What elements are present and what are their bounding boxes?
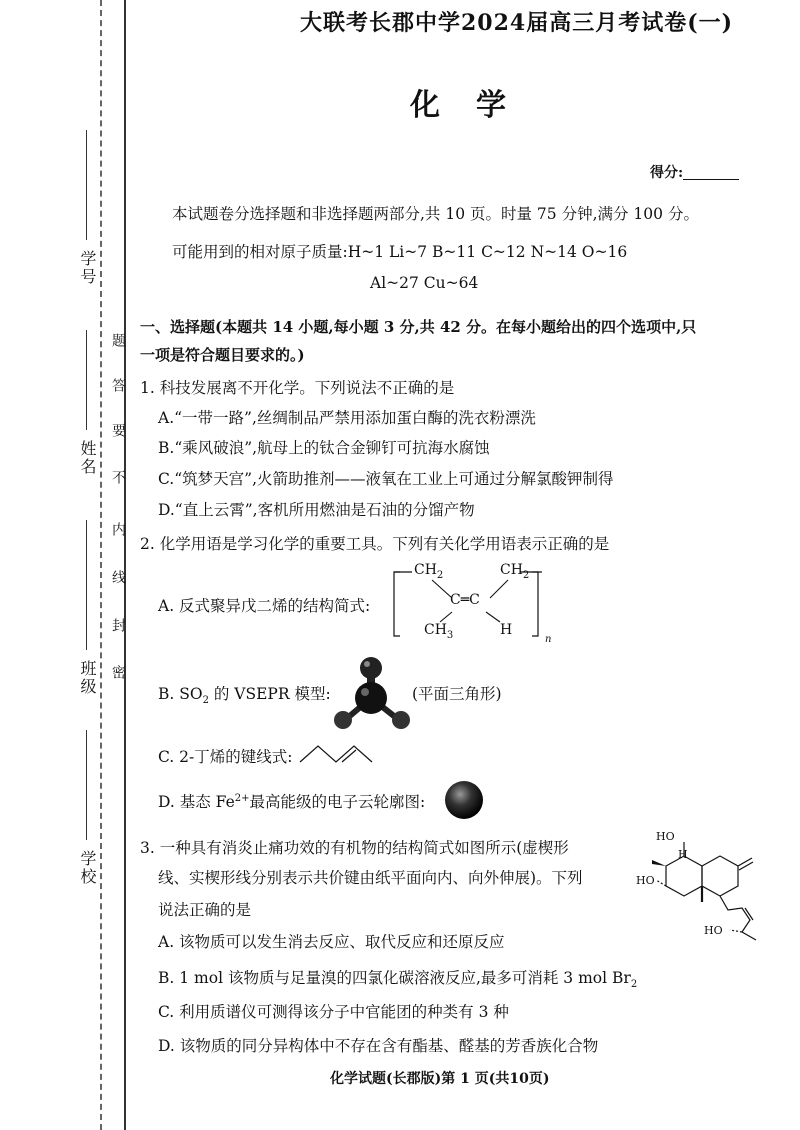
ho-label: HO xyxy=(636,874,655,887)
question-stem: 线、实楔形线分别表示共价键由纸平面向内、向外伸展)。下列 xyxy=(158,869,583,887)
question-stem: 说法正确的是 xyxy=(158,901,252,919)
school-label: 学校 xyxy=(78,850,97,886)
seal-char: 内 xyxy=(110,522,126,536)
question-stem: 2. 化学用语是学习化学的重要工具。下列有关化学用语表示正确的是 xyxy=(140,535,610,553)
option-d: D. 基态 $Fe^{2+}$最高能级的电子云轮廓图: xyxy=(158,792,426,811)
h-label: H xyxy=(500,622,513,638)
class-label: 班级 xyxy=(78,660,97,696)
so2-vsepr-model xyxy=(325,654,415,734)
h-label: H xyxy=(678,848,688,861)
option-a: A.“一带一路”,丝绸制品严禁用添加蛋白酶的洗衣粉漂洗 xyxy=(158,409,536,427)
seal-char: 答 xyxy=(110,378,126,392)
option-c: C.“筑梦天宫”,火箭助推剂——液氧在工业上可通过分解氯酸钾制得 xyxy=(158,470,614,488)
question-stem: 1. 科技发展离不开化学。下列说法不正确的是 xyxy=(140,379,455,397)
score-field[interactable] xyxy=(650,162,739,182)
score-label: 得分: xyxy=(650,165,684,181)
class-fill-line xyxy=(86,520,87,650)
butene-skeletal-formula xyxy=(298,742,374,764)
name-fill-line xyxy=(86,330,87,430)
option-d: D. 该物质的同分异构体中不存在含有酯基、醛基的芳香族化合物 xyxy=(158,1037,599,1055)
name-label: 姓名 xyxy=(78,440,97,476)
subject-title: 化学 xyxy=(410,88,542,123)
seal-char: 不 xyxy=(110,470,126,484)
electron-cloud-sphere xyxy=(444,780,484,820)
ch2-right-label: $CH_2$ xyxy=(500,562,530,581)
school-fill-line xyxy=(86,730,87,840)
vsepr-note: (平面三角形) xyxy=(412,685,502,703)
seal-char: 密 xyxy=(110,665,126,679)
option-b: B. 1 mol 该物质与足量溴的四氯化碳溶液反应,最多可消耗 3 mol $Br_2$ xyxy=(158,969,638,991)
binding-margin xyxy=(0,0,140,1130)
option-d: D.“直上云霄”,客机所用燃油是石油的分馏产物 xyxy=(158,501,475,519)
option-a: A. 该物质可以发生消去反应、取代反应和还原反应 xyxy=(158,933,505,951)
score-blank[interactable] xyxy=(683,166,739,180)
ho-label: HO xyxy=(656,830,675,843)
ch3-label: $CH_3$ xyxy=(424,622,454,641)
option-b: B.“乘风破浪”,航母上的钛合金铆钉可抗海水腐蚀 xyxy=(158,439,490,457)
option-c: C. 2-丁烯的键线式: xyxy=(158,748,293,766)
seal-char: 封 xyxy=(110,618,126,632)
organic-molecule-structure xyxy=(630,828,760,948)
option-a: A. 反式聚异戊二烯的结构简式: xyxy=(158,597,371,615)
exam-title: 大联考长郡中学2024届高三月考试卷(一) xyxy=(300,10,734,36)
option-c: C. 利用质谱仪可测得该分子中官能团的种类有 3 种 xyxy=(158,1003,509,1021)
question-stem: 3. 一种具有消炎止痛功效的有机物的结构简式如图所示(虚楔形 xyxy=(140,839,569,857)
section-heading: 一项是符合题目要求的。) xyxy=(140,346,305,364)
option-b: B. $SO_2$ 的 VSEPR 模型: xyxy=(158,685,331,707)
atomic-mass-line: 可能用到的相对原子质量:H~1 Li~7 B~11 C~12 N~14 O~16 xyxy=(172,243,628,261)
cut-line xyxy=(100,0,102,1130)
atomic-mass-line: Al~27 Cu~64 xyxy=(370,274,479,292)
seal-char: 要 xyxy=(110,423,126,437)
double-bond-label: C═C xyxy=(450,592,480,608)
section-heading: 一、选择题(本题共 14 小题,每小题 3 分,共 42 分。在每小题给出的四个选项中,只 xyxy=(140,318,697,336)
intro-line: 本试题卷分选择题和非选择题两部分,共 10 页。时量 75 分钟,满分 100 分。 xyxy=(172,205,699,223)
ch2-left-label: $CH_2$ xyxy=(414,562,444,581)
student-no-fill-line xyxy=(86,130,87,240)
page-footer: 化学试题(长郡版)第 1 页(共10页) xyxy=(330,1071,550,1087)
ho-label: HO xyxy=(704,924,723,937)
seal-line xyxy=(124,0,126,1130)
seal-char: 线 xyxy=(110,570,126,584)
seal-char: 题 xyxy=(110,333,126,347)
repeat-n-label: n xyxy=(545,634,552,645)
student-no-label: 学号 xyxy=(78,250,97,286)
